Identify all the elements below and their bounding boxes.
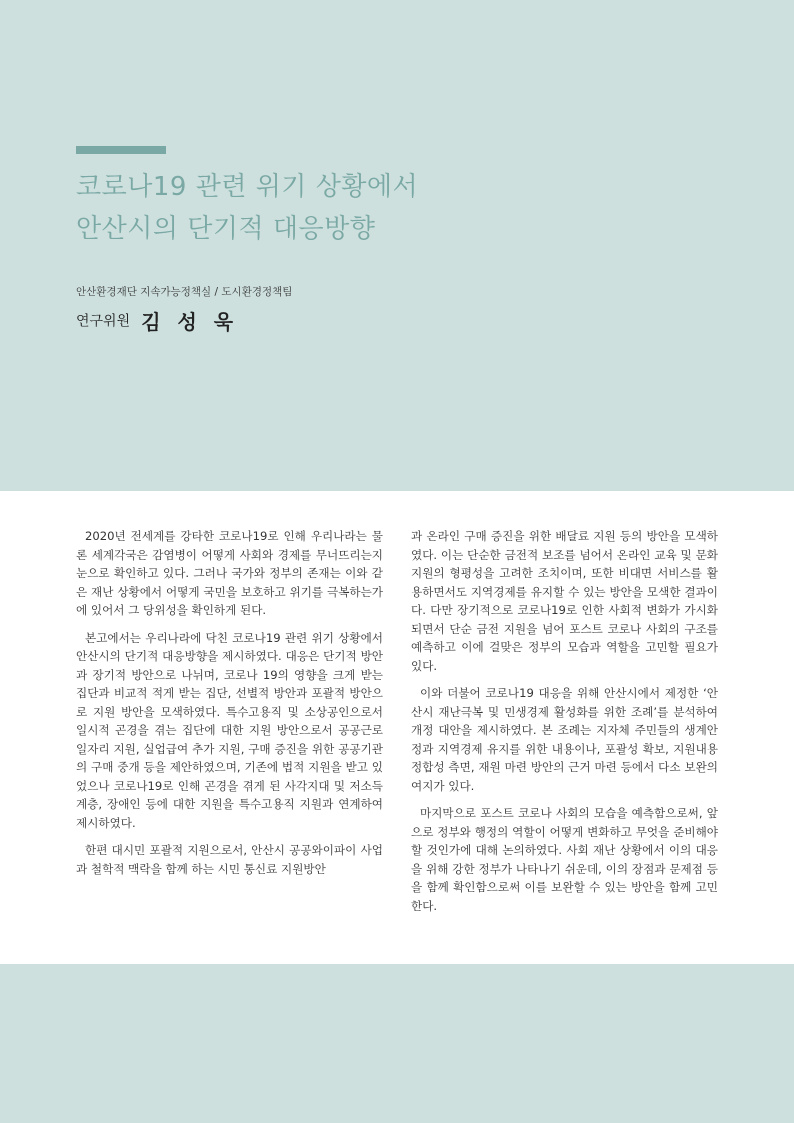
author-name: 김 성 욱: [141, 310, 239, 334]
title-line-1: 코로나19 관련 위기 상황에서: [76, 172, 419, 202]
paragraph: 2020년 전세계를 강타한 코로나19로 인해 우리나라는 물론 세계각국은 감염병이 어떻게 사회와 경제를 무너뜨리는지 눈으로 확인하고 있다. 그러나 국가와 정부의 존재는 이와 같은 재난 상황에서 어떻게 국민을 보호하고 위기를 극복하는가에 있어서 그 당위성을 확인하게 된다.: [76, 529, 383, 617]
left-column: [76, 527, 383, 887]
author-line: [76, 306, 238, 335]
page-title: [76, 166, 736, 250]
paragraph: 본고에서는 우리나라에 닥친 코로나19 관련 위기 상황에서 안산시의 단기적 대응방향을 제시하였다. 대응은 단기적 방안과 장기적 방안으로 나뉘며, 코로나 19의 영향을 크게 받는 집단과 비교적 적게 받는 집단, 선별적 방안과 포괄적 방안으로 지원 방안을 모색하였다. 특수고용직 및 소상공인으로서 일시적 곤경을 겪는 집단에 대한 지원 방안으로서 공공근로 일자리 지원, 실업급여 추가 지원, 구매 증진을 위한 공공기관의 구매 중개 등을 제안하였으며, 기존에 법적 지원을 받고 있었으나 코로나19로 인해 곤경을 겪게 된 사각지대 및 저소득계층, 장애인 등에 대한 지원을 특수고용직 지원과 연계하여 제시하였다.: [76, 630, 383, 830]
paragraph: 이와 더불어 코로나19 대응을 위해 안산시에서 제정한 ‘안산시 재난극복 및 민생경제 활성화를 위한 조례’를 분석하여 개정 대안을 제시하였다. 본 조례는 지자체 주민들의 생계안정과 지역경제 유지를 위한 내용이나, 포괄성 확보, 지원내용 정합성 측면, 재원 마련 방안의 근거 마련 등에서 다소 보완의 여지가 있다.: [411, 686, 718, 793]
title-accent-bar: [76, 146, 166, 154]
body-content: [0, 491, 794, 964]
paragraph: 마지막으로 포스트 코로나 사회의 모습을 예측함으로써, 앞으로 정부와 행정의 역할이 어떻게 변화하고 무엇을 준비해야 할 것인가에 대해 논의하였다. 사회 재난 상황에서 이의 대응을 위해 강한 정부가 나타나기 쉬운데, 이의 장점과 문제점 등을 함께 확인함으로써 이를 보완할 수 있는 방안을 함께 고민한다.: [411, 806, 718, 913]
paragraph-continued: 과 온라인 구매 증진을 위한 배달료 지원 등의 방안을 모색하였다. 이는 단순한 금전적 보조를 넘어서 온라인 교육 및 문화 지원의 형평성을 고려한 조치이며, 또한 비대면 서비스를 활용하면서도 지역경제를 유지할 수 있는 방안을 모색한 결과이다. 다만 장기적으로 코로나19로 인한 사회적 변화가 가시화되면서 단순 금전 지원을 넘어 포스트 코로나 사회의 구조를 예측하고 이에 걸맞은 정부의 모습과 역할을 고민할 필요가 있다.: [411, 529, 718, 673]
paragraph: 한편 대시민 포괄적 지원으로서, 안산시 공공와이파이 사업과 철학적 맥락을 함께 하는 시민 통신료 지원방안: [76, 843, 383, 876]
title-line-2: 안산시의 단기적 대응방향: [76, 214, 376, 244]
right-column: [411, 527, 718, 924]
author-affiliation: 안산환경재단 지속가능정책실 / 도시환경정책팀: [76, 286, 293, 298]
author-role: 연구위원: [76, 313, 131, 330]
footer-band: [0, 964, 794, 1123]
